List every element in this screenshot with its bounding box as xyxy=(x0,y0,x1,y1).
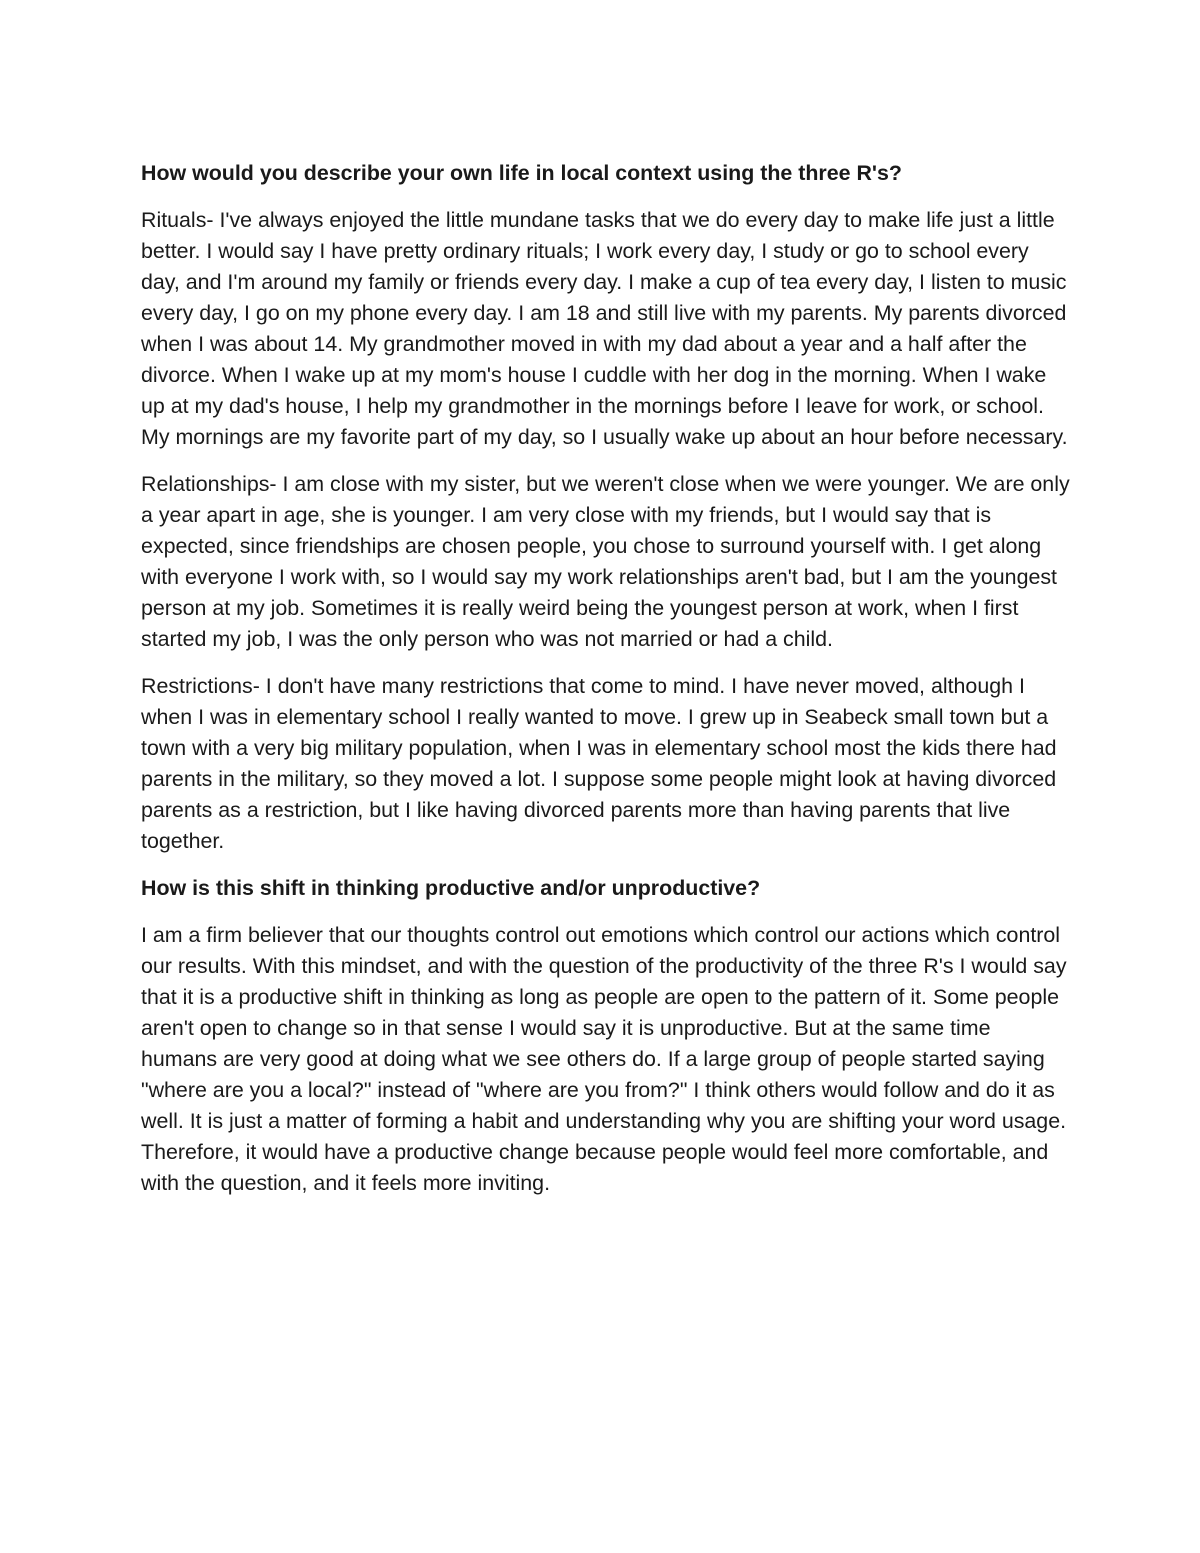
paragraph-relationships: Relationships- I am close with my sister, but we weren't close when we were younger. We are only a year apart in age, she is younger. I am very close with my friends, but I would say that is expected, since friendships are chosen people, you chose to surround yourself with. I get along with everyone I work with, so I would say my work relationships aren't bad, but I am the youngest person at my job. Sometimes it is really weird being the youngest person at work, when I first started my job, I was the only person who was not married or had a child. xyxy=(141,472,1070,651)
document-page xyxy=(141,158,1071,1215)
question-heading-shift: How is this shift in thinking productive and/or unproductive? xyxy=(141,876,761,900)
paragraph-rituals: Rituals- I've always enjoyed the little mundane tasks that we do every day to make life just a little better. I would say I have pretty ordinary rituals; I work every day, I study or go to school every day, and I'm around my family or friends every day. I make a cup of tea every day, I listen to music every day, I go on my phone every day. I am 18 and still live with my parents. My parents divorced when I was about 14. My grandmother moved in with my dad about a year and a half after the divorce. When I wake up at my mom's house I cuddle with her dog in the morning. When I wake up at my dad's house, I help my grandmother in the mornings before I leave for work, or school. My mornings are my favorite part of my day, so I usually wake up about an hour before necessary. xyxy=(141,208,1068,449)
paragraph-shift: I am a firm believer that our thoughts control out emotions which control our actions which control our results. With this mindset, and with the question of the productivity of the three R's I would say that it is a productive shift in thinking as long as people are open to the pattern of it. Some people aren't open to change so in that sense I would say it is unproductive. But at the same time humans are very good at doing what we see others do. If a large group of people started saying "where are you a local?" instead of "where are you from?" I think others would follow and do it as well. It is just a matter of forming a habit and understanding why you are shifting your word usage. Therefore, it would have a productive change because people would feel more comfortable, and with the question, and it feels more inviting. xyxy=(141,923,1067,1195)
question-heading-three-rs: How would you describe your own life in local context using the three R's? xyxy=(141,161,902,185)
paragraph-restrictions: Restrictions- I don't have many restrictions that come to mind. I have never moved, although I when I was in elementary school I really wanted to move. I grew up in Seabeck small town but a town with a very big military population, when I was in elementary school most the kids there had parents in the military, so they moved a lot. I suppose some people might look at having divorced parents as a restriction, but I like having divorced parents more than having parents that live together. xyxy=(141,674,1057,853)
